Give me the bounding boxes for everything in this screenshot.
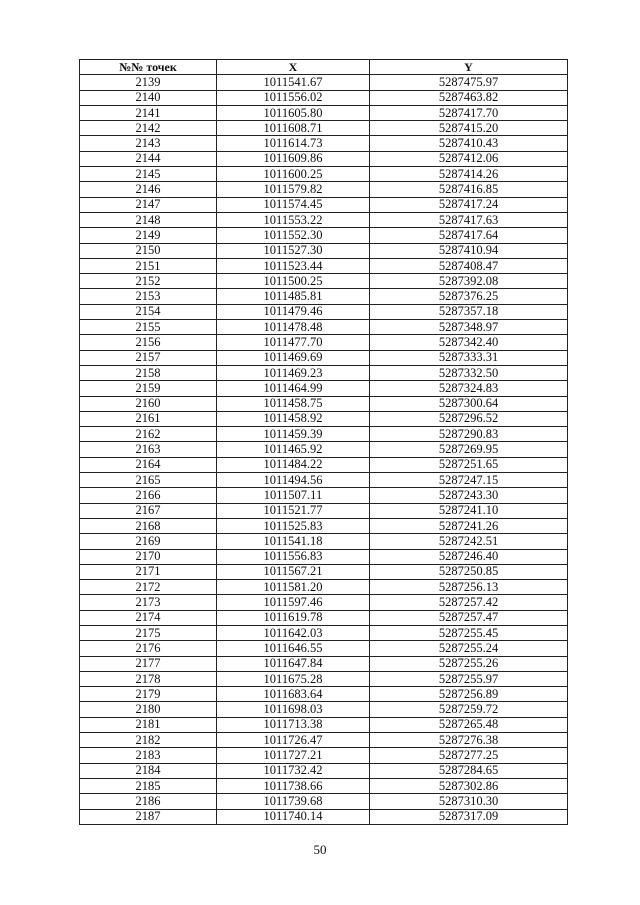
table-row xyxy=(80,641,568,656)
table-row xyxy=(80,778,568,793)
table-row xyxy=(80,289,568,304)
cell-x: 1011581.20 xyxy=(217,580,370,595)
cell-y: 5287412.06 xyxy=(370,151,568,166)
cell-point-number: 2180 xyxy=(80,702,217,717)
cell-y: 5287376.25 xyxy=(370,289,568,304)
cell-point-number: 2154 xyxy=(80,304,217,319)
cell-y: 5287392.08 xyxy=(370,274,568,289)
cell-y: 5287256.89 xyxy=(370,687,568,702)
cell-y: 5287417.70 xyxy=(370,105,568,120)
cell-point-number: 2185 xyxy=(80,778,217,793)
cell-x: 1011727.21 xyxy=(217,748,370,763)
cell-x: 1011478.48 xyxy=(217,320,370,335)
cell-x: 1011726.47 xyxy=(217,733,370,748)
cell-x: 1011619.78 xyxy=(217,610,370,625)
cell-x: 1011458.75 xyxy=(217,396,370,411)
cell-y: 5287246.40 xyxy=(370,549,568,564)
cell-y: 5287277.25 xyxy=(370,748,568,763)
table-row xyxy=(80,763,568,778)
table-row xyxy=(80,656,568,671)
cell-x: 1011523.44 xyxy=(217,258,370,273)
cell-point-number: 2143 xyxy=(80,136,217,151)
cell-point-number: 2150 xyxy=(80,243,217,258)
cell-y: 5287332.50 xyxy=(370,365,568,380)
cell-x: 1011597.46 xyxy=(217,595,370,610)
table-row xyxy=(80,687,568,702)
cell-x: 1011458.92 xyxy=(217,411,370,426)
cell-point-number: 2141 xyxy=(80,105,217,120)
cell-y: 5287247.15 xyxy=(370,473,568,488)
cell-y: 5287257.42 xyxy=(370,595,568,610)
table-row xyxy=(80,503,568,518)
table-row xyxy=(80,365,568,380)
table-row xyxy=(80,350,568,365)
cell-point-number: 2166 xyxy=(80,488,217,503)
cell-point-number: 2149 xyxy=(80,228,217,243)
table-row xyxy=(80,702,568,717)
table-row xyxy=(80,442,568,457)
cell-x: 1011556.83 xyxy=(217,549,370,564)
cell-y: 5287410.94 xyxy=(370,243,568,258)
cell-y: 5287300.64 xyxy=(370,396,568,411)
table-row xyxy=(80,610,568,625)
table-row xyxy=(80,75,568,90)
cell-y: 5287317.09 xyxy=(370,809,568,824)
cell-point-number: 2164 xyxy=(80,457,217,472)
cell-point-number: 2181 xyxy=(80,717,217,732)
cell-point-number: 2167 xyxy=(80,503,217,518)
cell-point-number: 2160 xyxy=(80,396,217,411)
table-row xyxy=(80,473,568,488)
cell-x: 1011556.02 xyxy=(217,90,370,105)
cell-x: 1011683.64 xyxy=(217,687,370,702)
cell-point-number: 2183 xyxy=(80,748,217,763)
cell-y: 5287243.30 xyxy=(370,488,568,503)
table-row xyxy=(80,427,568,442)
cell-x: 1011609.86 xyxy=(217,151,370,166)
cell-x: 1011647.84 xyxy=(217,656,370,671)
cell-point-number: 2179 xyxy=(80,687,217,702)
cell-y: 5287302.86 xyxy=(370,778,568,793)
page-number: 50 xyxy=(313,842,327,857)
cell-point-number: 2172 xyxy=(80,580,217,595)
table-row xyxy=(80,212,568,227)
cell-x: 1011608.71 xyxy=(217,121,370,136)
cell-y: 5287284.65 xyxy=(370,763,568,778)
cell-x: 1011459.39 xyxy=(217,427,370,442)
cell-point-number: 2157 xyxy=(80,350,217,365)
cell-y: 5287417.24 xyxy=(370,197,568,212)
cell-y: 5287250.85 xyxy=(370,564,568,579)
table-row xyxy=(80,304,568,319)
table-header-row xyxy=(80,60,568,75)
cell-y: 5287415.20 xyxy=(370,121,568,136)
cell-y: 5287241.10 xyxy=(370,503,568,518)
cell-point-number: 2151 xyxy=(80,258,217,273)
cell-x: 1011739.68 xyxy=(217,794,370,809)
cell-point-number: 2144 xyxy=(80,151,217,166)
cell-point-number: 2140 xyxy=(80,90,217,105)
table-row xyxy=(80,105,568,120)
table-row xyxy=(80,182,568,197)
cell-x: 1011553.22 xyxy=(217,212,370,227)
cell-x: 1011614.73 xyxy=(217,136,370,151)
cell-x: 1011574.45 xyxy=(217,197,370,212)
table-row xyxy=(80,151,568,166)
cell-x: 1011732.42 xyxy=(217,763,370,778)
table-row xyxy=(80,733,568,748)
table-row xyxy=(80,717,568,732)
cell-y: 5287324.83 xyxy=(370,381,568,396)
table-row xyxy=(80,90,568,105)
cell-y: 5287265.48 xyxy=(370,717,568,732)
cell-x: 1011507.11 xyxy=(217,488,370,503)
cell-x: 1011675.28 xyxy=(217,671,370,686)
cell-point-number: 2156 xyxy=(80,335,217,350)
table-row xyxy=(80,320,568,335)
cell-point-number: 2178 xyxy=(80,671,217,686)
cell-x: 1011469.23 xyxy=(217,365,370,380)
cell-point-number: 2152 xyxy=(80,274,217,289)
cell-x: 1011484.22 xyxy=(217,457,370,472)
cell-point-number: 2174 xyxy=(80,610,217,625)
cell-x: 1011646.55 xyxy=(217,641,370,656)
cell-point-number: 2142 xyxy=(80,121,217,136)
cell-x: 1011465.92 xyxy=(217,442,370,457)
table-body xyxy=(80,75,568,825)
cell-y: 5287255.26 xyxy=(370,656,568,671)
cell-point-number: 2182 xyxy=(80,733,217,748)
table-row xyxy=(80,518,568,533)
cell-x: 1011740.14 xyxy=(217,809,370,824)
cell-y: 5287417.64 xyxy=(370,228,568,243)
cell-y: 5287348.97 xyxy=(370,320,568,335)
cell-x: 1011500.25 xyxy=(217,274,370,289)
cell-y: 5287310.30 xyxy=(370,794,568,809)
cell-point-number: 2186 xyxy=(80,794,217,809)
table-row xyxy=(80,197,568,212)
cell-point-number: 2175 xyxy=(80,625,217,640)
cell-x: 1011738.66 xyxy=(217,778,370,793)
table-row xyxy=(80,258,568,273)
cell-x: 1011552.30 xyxy=(217,228,370,243)
cell-x: 1011494.56 xyxy=(217,473,370,488)
coordinates-table xyxy=(79,59,568,825)
table-row xyxy=(80,794,568,809)
cell-y: 5287255.97 xyxy=(370,671,568,686)
cell-x: 1011477.70 xyxy=(217,335,370,350)
table-row xyxy=(80,274,568,289)
cell-x: 1011541.18 xyxy=(217,534,370,549)
table-row xyxy=(80,549,568,564)
table-row xyxy=(80,488,568,503)
cell-y: 5287410.43 xyxy=(370,136,568,151)
cell-y: 5287256.13 xyxy=(370,580,568,595)
table-row xyxy=(80,335,568,350)
table-row xyxy=(80,625,568,640)
cell-point-number: 2170 xyxy=(80,549,217,564)
header-point-number: №№ точек xyxy=(80,60,217,75)
cell-x: 1011642.03 xyxy=(217,625,370,640)
table-row xyxy=(80,228,568,243)
table-row xyxy=(80,243,568,258)
cell-y: 5287296.52 xyxy=(370,411,568,426)
cell-point-number: 2184 xyxy=(80,763,217,778)
cell-y: 5287342.40 xyxy=(370,335,568,350)
cell-point-number: 2159 xyxy=(80,381,217,396)
table-row xyxy=(80,411,568,426)
cell-y: 5287241.26 xyxy=(370,518,568,533)
cell-point-number: 2153 xyxy=(80,289,217,304)
table-row xyxy=(80,534,568,549)
cell-point-number: 2145 xyxy=(80,167,217,182)
cell-point-number: 2139 xyxy=(80,75,217,90)
cell-x: 1011600.25 xyxy=(217,167,370,182)
cell-point-number: 2169 xyxy=(80,534,217,549)
cell-point-number: 2148 xyxy=(80,212,217,227)
cell-point-number: 2163 xyxy=(80,442,217,457)
cell-y: 5287259.72 xyxy=(370,702,568,717)
cell-y: 5287357.18 xyxy=(370,304,568,319)
cell-x: 1011713.38 xyxy=(217,717,370,732)
cell-point-number: 2165 xyxy=(80,473,217,488)
cell-y: 5287416.85 xyxy=(370,182,568,197)
table-row xyxy=(80,748,568,763)
table-row xyxy=(80,671,568,686)
table-row xyxy=(80,396,568,411)
cell-x: 1011521.77 xyxy=(217,503,370,518)
cell-point-number: 2187 xyxy=(80,809,217,824)
cell-y: 5287255.45 xyxy=(370,625,568,640)
cell-point-number: 2161 xyxy=(80,411,217,426)
cell-y: 5287269.95 xyxy=(370,442,568,457)
cell-x: 1011541.67 xyxy=(217,75,370,90)
cell-point-number: 2177 xyxy=(80,656,217,671)
table-row xyxy=(80,381,568,396)
table-row xyxy=(80,595,568,610)
cell-y: 5287251.65 xyxy=(370,457,568,472)
cell-point-number: 2147 xyxy=(80,197,217,212)
cell-y: 5287408.47 xyxy=(370,258,568,273)
cell-y: 5287475.97 xyxy=(370,75,568,90)
cell-y: 5287463.82 xyxy=(370,90,568,105)
cell-y: 5287242.51 xyxy=(370,534,568,549)
cell-x: 1011605.80 xyxy=(217,105,370,120)
table-row xyxy=(80,167,568,182)
cell-x: 1011567.21 xyxy=(217,564,370,579)
cell-x: 1011579.82 xyxy=(217,182,370,197)
cell-point-number: 2168 xyxy=(80,518,217,533)
cell-x: 1011525.83 xyxy=(217,518,370,533)
cell-y: 5287290.83 xyxy=(370,427,568,442)
cell-y: 5287417.63 xyxy=(370,212,568,227)
cell-y: 5287276.38 xyxy=(370,733,568,748)
table-row xyxy=(80,580,568,595)
cell-point-number: 2146 xyxy=(80,182,217,197)
cell-point-number: 2176 xyxy=(80,641,217,656)
cell-x: 1011479.46 xyxy=(217,304,370,319)
cell-x: 1011469.69 xyxy=(217,350,370,365)
table-row xyxy=(80,809,568,824)
cell-x: 1011485.81 xyxy=(217,289,370,304)
cell-point-number: 2171 xyxy=(80,564,217,579)
cell-point-number: 2162 xyxy=(80,427,217,442)
table-row xyxy=(80,136,568,151)
cell-y: 5287257.47 xyxy=(370,610,568,625)
cell-y: 5287414.26 xyxy=(370,167,568,182)
table-row xyxy=(80,564,568,579)
header-y: Y xyxy=(370,60,568,75)
header-x: X xyxy=(217,60,370,75)
table-row xyxy=(80,121,568,136)
cell-point-number: 2155 xyxy=(80,320,217,335)
cell-point-number: 2173 xyxy=(80,595,217,610)
table-row xyxy=(80,457,568,472)
cell-x: 1011698.03 xyxy=(217,702,370,717)
cell-y: 5287333.31 xyxy=(370,350,568,365)
cell-y: 5287255.24 xyxy=(370,641,568,656)
cell-x: 1011464.99 xyxy=(217,381,370,396)
cell-x: 1011527.30 xyxy=(217,243,370,258)
cell-point-number: 2158 xyxy=(80,365,217,380)
